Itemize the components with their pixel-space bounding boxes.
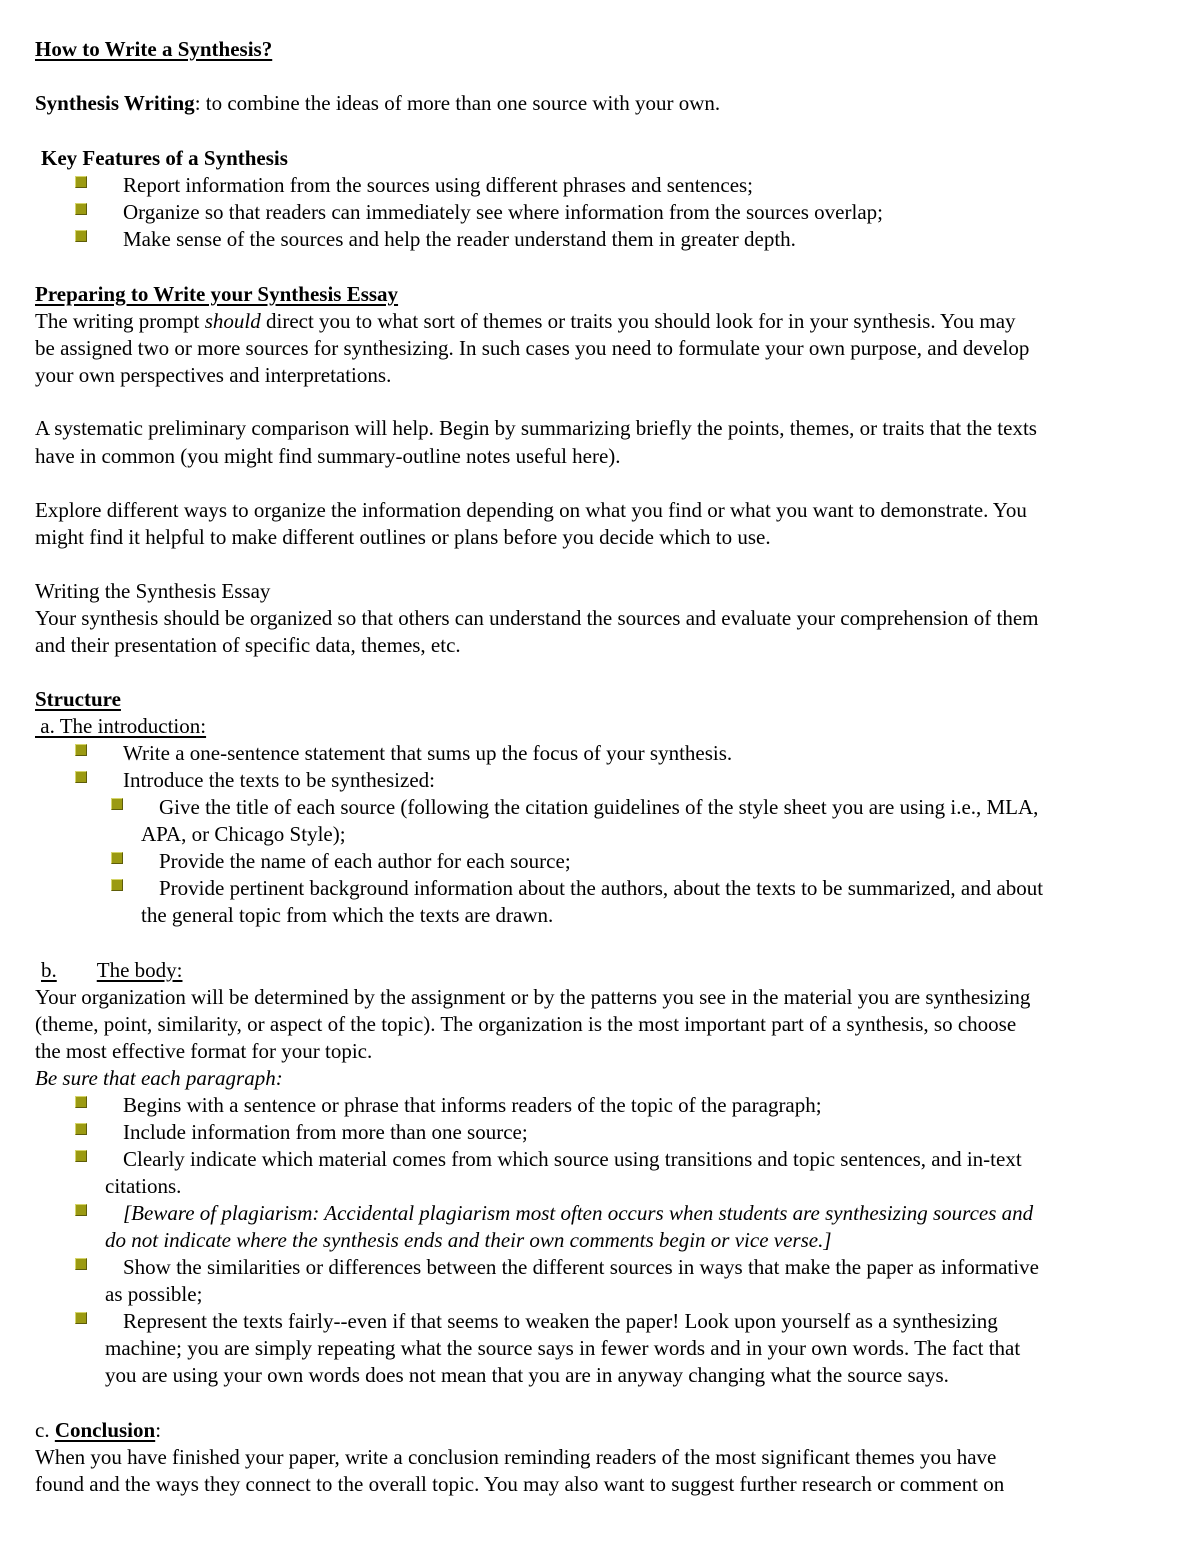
square-bullet-icon [75, 230, 87, 242]
intro-subitem: Give the title of each source (following the citation guidelines of the style sheet you are using i.e., MLA, [159, 795, 1039, 819]
text-run: direct you to what sort of themes or traits you should look for in your synthesis. You may [260, 309, 1016, 333]
text-run: The writing prompt [35, 309, 205, 333]
plagiarism-warning-continued: do not indicate where the synthesis ends and their own comments begin or vice verse.] [105, 1228, 832, 1252]
writing-paragraph-line: and their presentation of specific data, themes, etc. [35, 633, 461, 657]
square-bullet-icon [75, 1204, 87, 1216]
writing-heading: Writing the Synthesis Essay [35, 579, 271, 603]
body-paragraph-line: the most effective format for your topic. [35, 1039, 373, 1063]
comparison-paragraph-line: A systematic preliminary comparison will help. Begin by summarizing briefly the points, themes, or traits that the texts [35, 416, 1037, 440]
preparing-heading: Preparing to Write your Synthesis Essay [35, 282, 399, 306]
intro-item: Write a one-sentence statement that sums up the focus of your synthesis. [123, 741, 733, 765]
conclusion-prefix: c. [35, 1418, 55, 1442]
square-bullet-icon [75, 744, 87, 756]
body-item-continued: as possible; [105, 1282, 203, 1306]
comparison-paragraph-line: have in common (you might find summary-outline notes useful here). [35, 444, 621, 468]
square-bullet-icon [75, 1258, 87, 1270]
key-features-heading: Key Features of a Synthesis [41, 146, 288, 170]
organize-paragraph-line: might find it helpful to make different outlines or plans before you decide which to use. [35, 525, 771, 549]
body-item: Represent the texts fairly--even if that seems to weaken the paper! Look upon yourself as a synthesizing [123, 1309, 998, 1333]
introduction-label: a. The introduction: [35, 714, 207, 738]
conclusion-paragraph-line: found and the ways they connect to the overall topic. You may also want to suggest further research or comment on [35, 1472, 1005, 1496]
structure-heading: Structure [35, 687, 121, 711]
body-label [41, 957, 182, 984]
preparing-paragraph-line: be assigned two or more sources for synthesizing. In such cases you need to formulate your own purpose, and develop [35, 336, 1030, 360]
square-bullet-icon [75, 1312, 87, 1324]
intro-subitem-continued: APA, or Chicago Style); [141, 822, 346, 846]
conclusion-paragraph-line: When you have finished your paper, write a conclusion reminding readers of the most significant themes you have [35, 1445, 997, 1469]
body-item: Clearly indicate which material comes from which source using transitions and topic sentences, and in-text [123, 1147, 1022, 1171]
square-bullet-icon [75, 1150, 87, 1162]
body-item: Include information from more than one source; [123, 1120, 528, 1144]
intro-subitem-continued: the general topic from which the texts are drawn. [141, 903, 554, 927]
page-title: How to Write a Synthesis? [35, 37, 273, 61]
square-bullet-icon [75, 771, 87, 783]
body-item-continued: machine; you are simply repeating what the source says in fewer words and in your own words. The fact that [105, 1336, 1021, 1360]
definition-text: : to combine the ideas of more than one source with your own. [194, 91, 721, 115]
square-bullet-icon [75, 1096, 87, 1108]
intro-subitem: Provide the name of each author for each source; [159, 849, 571, 873]
organize-paragraph-line: Explore different ways to organize the information depending on what you find or what you want to demonstrate. You [35, 498, 1027, 522]
key-feature-item: Make sense of the sources and help the reader understand them in greater depth. [123, 227, 796, 251]
square-bullet-icon [111, 798, 123, 810]
emphasis-text: should [204, 309, 261, 333]
preparing-paragraph-line: your own perspectives and interpretations. [35, 363, 392, 387]
intro-item: Introduce the texts to be synthesized: [123, 768, 435, 792]
body-label-letter: b. [41, 958, 57, 982]
definition-term: Synthesis Writing [35, 91, 195, 115]
key-feature-item: Report information from the sources using different phrases and sentences; [123, 173, 754, 197]
conclusion-suffix: : [155, 1418, 162, 1442]
definition-line [35, 90, 720, 117]
square-bullet-icon [111, 852, 123, 864]
body-paragraph-line: Your organization will be determined by the assignment or by the patterns you see in the material you are synthesizing [35, 985, 1031, 1009]
body-item-continued: you are using your own words does not mean that you are in anyway changing what the source says. [105, 1363, 949, 1387]
writing-paragraph-line: Your synthesis should be organized so that others can understand the sources and evaluate your comprehension of them [35, 606, 1039, 630]
body-label-text: The body: [96, 958, 183, 982]
body-lead-text: Be sure that each paragraph: [35, 1066, 283, 1090]
body-item-continued: citations. [105, 1174, 182, 1198]
plagiarism-warning: [Beware of plagiarism: Accidental plagiarism most often occurs when students are synthesizing sources and [123, 1201, 1034, 1225]
square-bullet-icon [111, 879, 123, 891]
body-item: Show the similarities or differences between the different sources in ways that make the paper as informative [123, 1255, 1039, 1279]
square-bullet-icon [75, 203, 87, 215]
intro-subitem: Provide pertinent background information about the authors, about the texts to be summarized, and about [159, 876, 1044, 900]
conclusion-label [35, 1417, 161, 1444]
body-item: Begins with a sentence or phrase that informs readers of the topic of the paragraph; [123, 1093, 822, 1117]
preparing-paragraph-line [35, 308, 1016, 335]
square-bullet-icon [75, 176, 87, 188]
key-feature-item: Organize so that readers can immediately see where information from the sources overlap; [123, 200, 883, 224]
body-paragraph-line: (theme, point, similarity, or aspect of the topic). The organization is the most important part of a synthesis, so choose [35, 1012, 1017, 1036]
conclusion-heading: Conclusion [54, 1418, 156, 1442]
square-bullet-icon [75, 1123, 87, 1135]
